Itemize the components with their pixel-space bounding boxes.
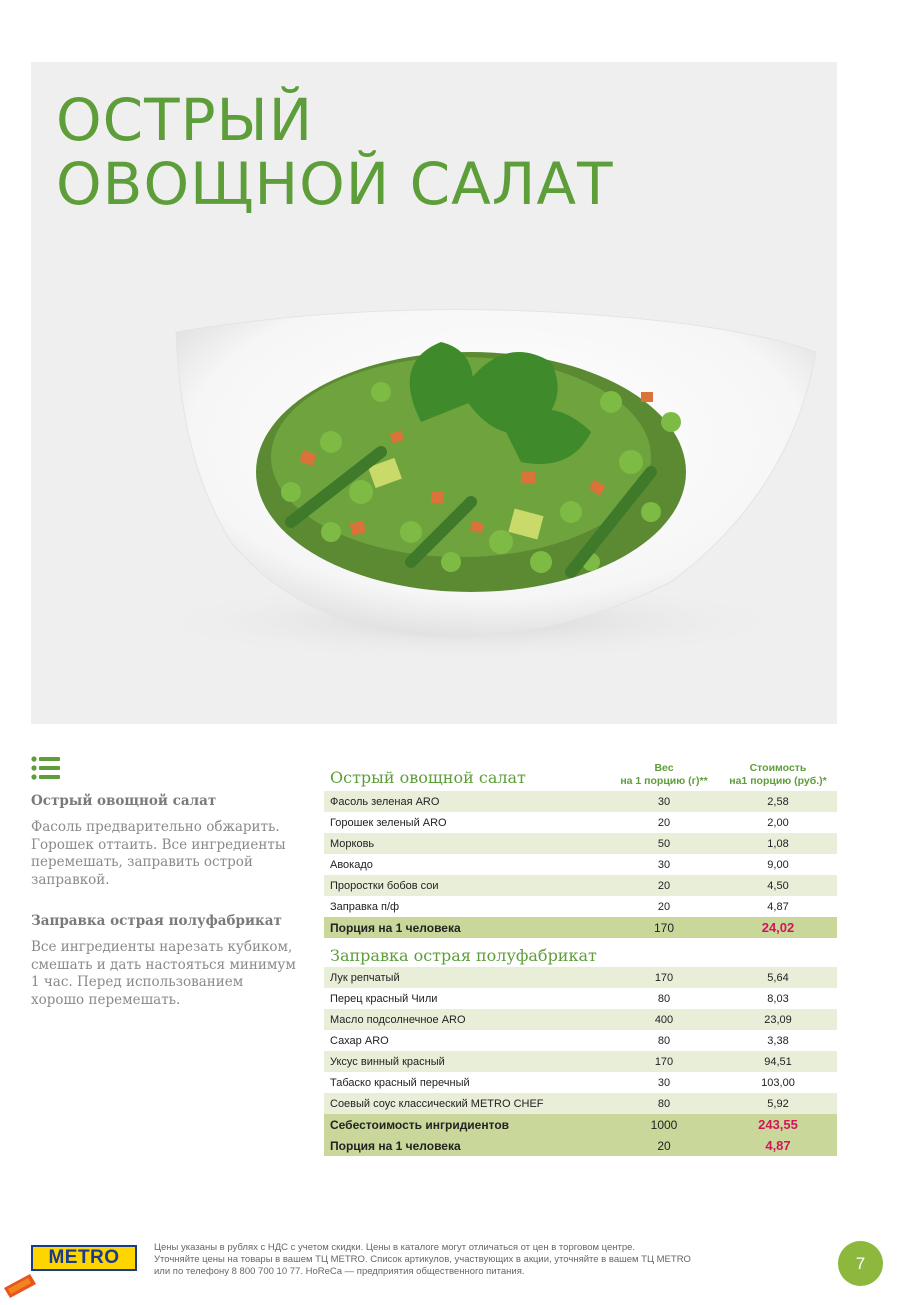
ingredient-name: Фасоль зеленая ARO	[324, 791, 609, 812]
table-row	[324, 1093, 837, 1114]
page-title	[56, 88, 614, 216]
table-row	[324, 854, 837, 875]
ingredient-cost: 2,00	[767, 816, 789, 829]
weight-header-line2: на 1 порцию (г)**	[620, 775, 708, 787]
ingredient-weight: 30	[657, 858, 671, 871]
hero-image-panel	[31, 62, 837, 724]
table-row	[324, 875, 837, 896]
total-label: Порция на 1 человека	[324, 917, 609, 938]
ingredient-cost: 23,09	[719, 1009, 837, 1030]
ingredient-weight: 30	[609, 791, 719, 812]
ingredient-weight: 20	[657, 816, 671, 829]
total-weight: 1000	[609, 1114, 719, 1135]
footer-line-1: Цены указаны в рублях с НДС с учетом скидки. Цены в каталоге могут отличаться от цен в торговом центре.	[154, 1242, 636, 1253]
ingredient-cost: 8,03	[767, 992, 789, 1005]
ingredient-weight: 20	[609, 875, 719, 896]
salad-heading: Острый овощной салат	[31, 793, 217, 809]
promo-ribbon-icon	[4, 1274, 36, 1298]
ingredient-cost: 5,92	[719, 1093, 837, 1114]
ingredients-table-area	[324, 756, 837, 1156]
cost-header-line1: Стоимость	[749, 762, 807, 774]
ingredient-cost: 5,64	[719, 967, 837, 988]
title-line-1: ОСТРЫЙ	[56, 86, 314, 154]
table-row	[324, 1030, 837, 1051]
ingredient-name: Уксус винный красный	[324, 1051, 609, 1072]
cost-header-line2: на1 порцию (руб.)*	[729, 775, 827, 787]
ingredient-name: Перец красный Чили	[330, 992, 438, 1005]
ingredient-cost: 94,51	[719, 1051, 837, 1072]
salad-text: Фасоль предварительно обжарить. Горошек оттаить. Все ингредиенты перемешать, заправить острой заправкой.	[31, 819, 286, 888]
ingredient-name: Горошек зеленый ARO	[330, 816, 447, 829]
ingredient-name: Морковь	[324, 833, 609, 854]
total-cost: 24,02	[719, 917, 837, 938]
total-cost: 243,55	[719, 1114, 837, 1135]
ingredient-weight: 80	[609, 1093, 719, 1114]
ingredient-cost: 4,50	[719, 875, 837, 896]
ingredient-cost: 3,38	[767, 1034, 789, 1047]
ingredient-name: Авокадо	[330, 858, 373, 871]
salad-ingredients-table	[324, 791, 837, 938]
table-row	[324, 833, 837, 854]
weight-header-line1: Вес	[654, 762, 674, 774]
table1-title: Острый овощной салат	[330, 768, 526, 787]
list-icon	[31, 756, 61, 780]
table2-title: Заправка острая полуфабрикат	[330, 946, 597, 965]
table-row	[324, 988, 837, 1009]
total-weight: 20	[609, 1135, 719, 1156]
total-weight: 170	[609, 917, 719, 938]
ingredient-name: Заправка п/ф	[330, 900, 400, 913]
ingredient-cost: 2,58	[719, 791, 837, 812]
cost-column-header	[719, 762, 837, 791]
ingredient-name: Сахар ARO	[330, 1034, 389, 1047]
page-number: 7	[838, 1241, 883, 1286]
total-cost: 4,87	[719, 1135, 837, 1156]
ingredient-name: Соевый соус классический METRO CHEF	[324, 1093, 609, 1114]
dressing-text: Все ингредиенты нарезать кубиком, смешать и дать настояться минимум 1 час. Перед использованием хорошо перемешать.	[31, 939, 296, 1008]
table-total-row	[324, 1114, 837, 1135]
ingredient-weight: 400	[609, 1009, 719, 1030]
ingredient-weight: 170	[609, 967, 719, 988]
ingredient-weight: 170	[609, 1051, 719, 1072]
dressing-ingredients-table	[324, 967, 837, 1156]
ingredient-cost: 4,87	[767, 900, 789, 913]
ingredient-name: Проростки бобов сои	[324, 875, 609, 896]
footer-disclaimer	[154, 1242, 774, 1278]
footer-line-3: или по телефону 8 800 700 10 77. HoReCa — предприятия общественного питания.	[154, 1266, 525, 1277]
ingredient-weight: 50	[609, 833, 719, 854]
table-total-row	[324, 917, 837, 938]
table-row	[324, 1009, 837, 1030]
table-row	[324, 1072, 837, 1093]
ingredient-weight: 30	[657, 1076, 671, 1089]
table-row	[324, 1051, 837, 1072]
table-row	[324, 812, 837, 833]
ingredient-name: Масло подсолнечное ARO	[324, 1009, 609, 1030]
table-total-row	[324, 1135, 837, 1156]
ingredient-cost: 103,00	[761, 1076, 795, 1089]
total-label: Порция на 1 человека	[324, 1135, 609, 1156]
table1-header	[324, 756, 837, 791]
ingredient-weight: 80	[657, 1034, 671, 1047]
total-label: Себестоимость ингридиентов	[324, 1114, 609, 1135]
footer-line-2: Уточняйте цены на товары в вашем ТЦ METRO. Список артикулов, участвующих в акции, уточняйте в вашем ТЦ METRO	[154, 1254, 691, 1265]
table-row	[324, 896, 837, 917]
table-row	[324, 967, 837, 988]
recipe-instructions	[31, 793, 299, 1033]
table-row	[324, 791, 837, 812]
ingredient-weight: 80	[657, 992, 671, 1005]
ingredient-name: Табаско красный перечный	[330, 1076, 470, 1089]
weight-column-header	[609, 762, 719, 791]
ingredient-cost: 1,08	[719, 833, 837, 854]
ingredient-weight: 20	[657, 900, 671, 913]
ingredient-cost: 9,00	[767, 858, 789, 871]
title-line-2: ОВОЩНОЙ САЛАТ	[56, 150, 614, 218]
dressing-heading: Заправка острая полуфабрикат	[31, 913, 282, 929]
ingredient-name: Лук репчатый	[324, 967, 609, 988]
metro-logo: METRO	[31, 1245, 137, 1271]
